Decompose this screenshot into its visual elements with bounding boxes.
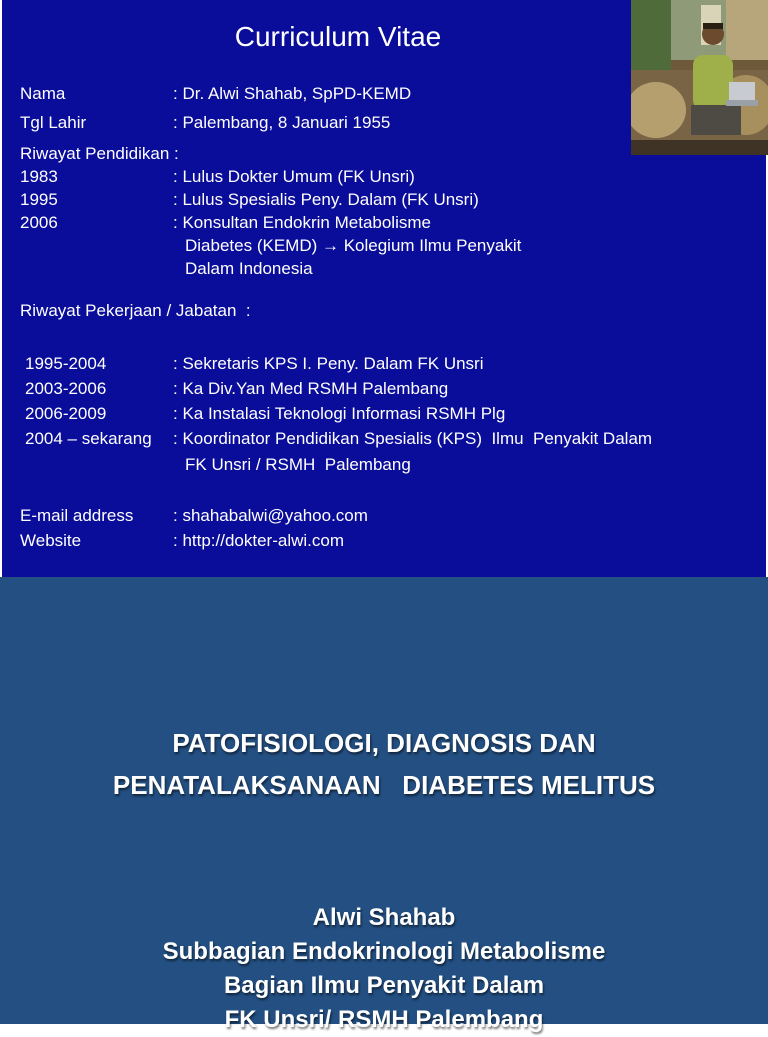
presentation-title-line-1: PATOFISIOLOGI, DIAGNOSIS DAN	[172, 728, 596, 758]
portrait-photo	[631, 0, 768, 155]
work-period: 1995-2004	[25, 354, 107, 373]
education-heading: Riwayat Pendidikan :	[20, 144, 179, 163]
work-item: : Ka Div.Yan Med RSMH Palembang	[173, 379, 449, 398]
cv-label-birth: Tgl Lahir	[20, 113, 87, 132]
education-year: 2006	[20, 213, 58, 232]
work-period: 2004 – sekarang	[25, 429, 152, 448]
work-item: : Sekretaris KPS I. Peny. Dalam FK Unsri	[173, 354, 484, 373]
website-label: Website	[20, 531, 82, 550]
title-slide	[0, 577, 768, 1033]
author-affiliation-line-3: FK Unsri/ RSMH Palembang	[224, 1006, 544, 1033]
work-period: 2006-2009	[25, 404, 107, 423]
education-item-continuation: Diabetes (KEMD) → Kolegium Ilmu Penyakit	[185, 236, 522, 255]
cv-label-name: Nama	[20, 84, 66, 103]
cv-value-birth: : Palembang, 8 Januari 1955	[173, 113, 391, 132]
portrait-photo-illustration	[631, 0, 768, 155]
author-affiliation-line-1: Subbagian Endokrinologi Metabolisme	[162, 938, 606, 965]
education-year: 1995	[20, 190, 58, 209]
presentation-title-line-2: PENATALAKSANAAN DIABETES MELITUS	[112, 770, 656, 800]
email-value: : shahabalwi@yahoo.com	[173, 506, 368, 525]
author-affiliation-line-2: Bagian Ilmu Penyakit Dalam	[223, 972, 545, 999]
cv-value-name: : Dr. Alwi Shahab, SpPD-KEMD	[173, 84, 412, 103]
education-item-continuation: Dalam Indonesia	[185, 259, 313, 278]
work-item-continuation: FK Unsri / RSMH Palembang	[185, 455, 411, 474]
email-label: E-mail address	[20, 506, 134, 525]
cv-title: Curriculum Vitae	[234, 21, 442, 52]
work-heading: Riwayat Pekerjaan / Jabatan :	[20, 301, 251, 320]
education-item: : Lulus Dokter Umum (FK Unsri)	[173, 167, 415, 186]
work-item: : Ka Instalasi Teknologi Informasi RSMH Plg	[173, 404, 506, 423]
education-year: 1983	[20, 167, 58, 186]
work-item: : Koordinator Pendidikan Spesialis (KPS) Ilmu Penyakit Dalam	[173, 429, 653, 448]
education-item: : Konsultan Endokrin Metabolisme	[173, 213, 431, 232]
website-value: : http://dokter-alwi.com	[173, 531, 345, 550]
work-period: 2003-2006	[25, 379, 107, 398]
author-name: Alwi Shahab	[312, 904, 456, 931]
education-item: : Lulus Spesialis Peny. Dalam (FK Unsri)	[173, 190, 479, 209]
